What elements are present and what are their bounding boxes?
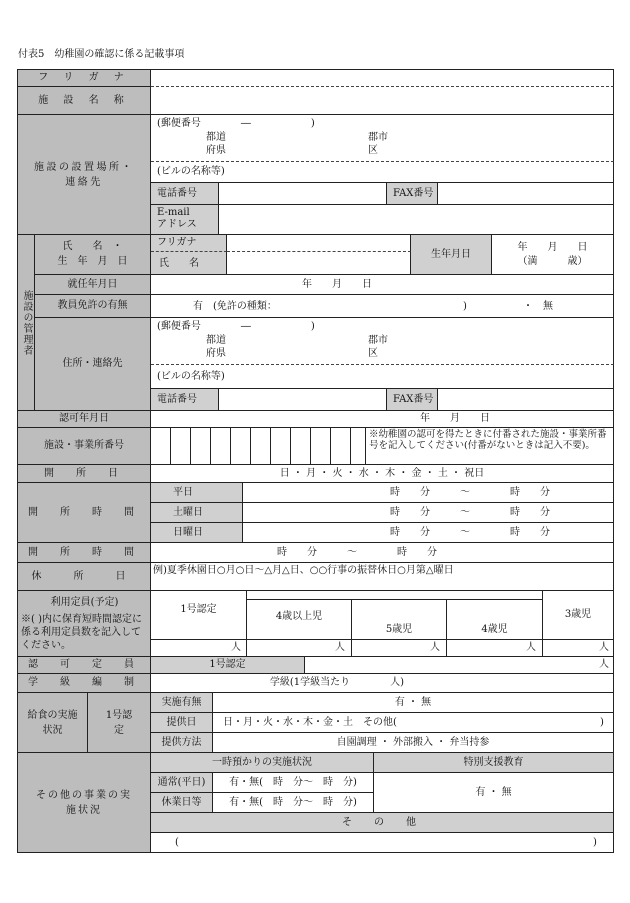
capacity-age4-header: 4歳児 [447, 620, 543, 640]
other-close-paren: ) [593, 837, 597, 848]
saturday-hours-field[interactable]: 時 分 ～ 時 分 [243, 503, 614, 523]
teacher-license-field[interactable] [151, 295, 614, 318]
temp-care-header: 一時預かりの実施状況 [151, 753, 374, 773]
city-label-1: 郡市 [368, 132, 388, 143]
manager-name-birth-label [35, 235, 151, 275]
manager-name-label-line2: 生 年 月 日 [57, 256, 128, 267]
open-hours-2-field[interactable]: 時 分 ～ 時 分 [151, 543, 614, 563]
capacity-type1-value[interactable]: 人 [151, 640, 247, 657]
tel-field[interactable] [219, 183, 387, 205]
fax-label: FAX番号 [387, 183, 438, 205]
licensed-capacity-label: 認 可 定 員 [18, 657, 151, 674]
fax-field[interactable] [438, 183, 614, 205]
birth-date-field[interactable] [492, 235, 614, 275]
special-support-field[interactable]: 有 ・ 無 [374, 773, 614, 813]
digit-box [190, 428, 211, 464]
holiday-care-field[interactable]: 有・無( 時 分～ 時 分) [213, 793, 374, 813]
meal-method-label: 提供方法 [151, 733, 213, 753]
postal-code-label: (郵便番号 ― ) [157, 118, 315, 129]
meal-provided-label: 実施有無 [151, 693, 213, 713]
special-support-header: 特別支援教育 [374, 753, 614, 773]
manager-name-label-line1: 氏 名 ・ [62, 241, 123, 252]
other-header: そ の 他 [151, 813, 614, 833]
capacity-age3-value[interactable]: 人 [543, 640, 614, 657]
manager-building-field[interactable] [151, 365, 614, 389]
meal-method-field[interactable]: 自園調理 ・ 外部搬入 ・ 弁当持参 [213, 733, 614, 753]
teacher-license-label: 教員免許の有無 [35, 295, 151, 318]
class-organization-label: 学 級 編 制 [18, 674, 151, 693]
appointment-date-field[interactable]: 年 月 日 [151, 275, 614, 295]
facility-address-label: 施設の設置場所・連絡先 [18, 115, 151, 235]
meal-days-label: 提供日 [151, 713, 213, 733]
meal-provided-field[interactable]: 有 ・ 無 [213, 693, 614, 713]
manager-city-1: 郡市 [368, 335, 388, 346]
prefecture-label-1: 都道 [206, 132, 226, 143]
birth-date-label: 生年月日 [411, 235, 492, 275]
open-hours-2-label: 開 所 時 間 [18, 543, 151, 563]
capacity-age3-header: 3歳児 [543, 591, 614, 640]
facility-name-label: 施 設 名 称 [18, 87, 151, 115]
capacity-age5-header: 5歳児 [352, 620, 447, 640]
building-label: (ビルの名称等) [157, 166, 225, 177]
facility-number-field[interactable] [151, 428, 366, 465]
manager-tel-field[interactable] [219, 389, 387, 411]
closed-days-label: 休 所 日 [18, 563, 151, 591]
capacity-note: ※( )内に保育短時間認定に係る利用定員数を記入してください。 [21, 614, 142, 651]
appointment-date-label: 就任年月日 [35, 275, 151, 295]
prefecture-label-2: 府県 [206, 145, 226, 156]
weekday-label: 平日 [151, 483, 243, 503]
meal-days-close: ) [600, 717, 604, 728]
manager-postal-label: (郵便番号 ― ) [157, 321, 315, 332]
weekday-care-field[interactable]: 有・無( 時 分～ 時 分) [213, 773, 374, 793]
license-close-paren: ) [463, 301, 467, 312]
digit-box [270, 428, 291, 464]
capacity-over4-value[interactable]: 人 [247, 640, 352, 657]
meal-days-field[interactable] [213, 713, 614, 733]
open-hours-label: 開 所 時 間 [18, 483, 151, 543]
closed-days-field[interactable]: 例)夏季休園日○月○日～△月△日、○○行事の振替休日○月第△曜日 [151, 563, 614, 591]
manager-name-field[interactable] [227, 252, 411, 275]
saturday-label: 土曜日 [151, 503, 243, 523]
manager-city-2: 区 [368, 348, 378, 359]
age-value: （満 歳） [517, 255, 588, 267]
manager-name-label: 氏 名 [151, 252, 227, 275]
sunday-label: 日曜日 [151, 523, 243, 543]
capacity-over4-header: 4歳以上児 [247, 600, 352, 640]
facility-number-label: 施設・事業所番号 [18, 428, 151, 465]
capacity-label: 利用定員(予定) [50, 597, 119, 608]
digit-box [290, 428, 311, 464]
meal-type1-label: 1号認定 [88, 693, 151, 753]
digit-box [210, 428, 231, 464]
license-yes-text: 有 (免許の種類： [193, 301, 277, 312]
tel-label: 電話番号 [151, 183, 219, 205]
capacity-type1-header: 1号認定 [151, 591, 247, 640]
furigana-label: フ リ ガ ナ [18, 70, 151, 87]
licensed-capacity-field[interactable]: 人 [305, 657, 614, 674]
open-days-field[interactable]: 日 ・ 月 ・ 火 ・ 水 ・ 木 ・ 金 ・ 土 ・ 祝日 [151, 465, 614, 483]
facility-furigana-field[interactable] [151, 70, 614, 87]
meal-service-label: 給食の実施状況 [18, 693, 88, 753]
capacity-age5-header-top [352, 600, 447, 620]
other-business-label: その他の事業の実施状況 [18, 753, 151, 853]
email-label: E-mail アドレス [151, 205, 219, 235]
manager-address-field[interactable] [151, 318, 614, 365]
digit-box [310, 428, 331, 464]
capacity-age5-value[interactable]: 人 [352, 640, 447, 657]
digit-box [230, 428, 251, 464]
meal-days-value: 日・月・火・水・木・金・土 その他( [223, 717, 397, 728]
digit-box [170, 428, 191, 464]
manager-furigana-field[interactable] [227, 235, 411, 252]
manager-prefecture-2: 府県 [206, 348, 226, 359]
manager-section-label [18, 235, 35, 411]
capacity-age4-header-top [447, 600, 543, 620]
manager-section-text: 施設の管理者 [21, 289, 32, 356]
digit-box [250, 428, 271, 464]
sunday-hours-field[interactable]: 時 分 ～ 時 分 [243, 523, 614, 543]
capacity-blank-header [247, 591, 543, 600]
manager-tel-label: 電話番号 [151, 389, 219, 411]
weekday-care-label: 通常(平日) [151, 773, 213, 793]
birth-date-value: 年 月 日 [517, 241, 588, 253]
facility-address-field[interactable] [151, 115, 614, 162]
license-no-text: ・ 無 [523, 301, 553, 312]
facility-building-field[interactable] [151, 162, 614, 183]
manager-address-label: 住所・連絡先 [35, 318, 151, 411]
class-organization-field[interactable]: 学級(1学級当たり 人) [151, 674, 614, 693]
document-title: 付表5 幼稚園の確認に係る記載事項 [18, 49, 185, 60]
approval-date-field[interactable]: 年 月 日 [151, 411, 614, 428]
manager-furigana-label: フリガナ [151, 235, 227, 252]
licensed-capacity-type1: 1号認定 [151, 657, 305, 674]
manager-fax-field[interactable] [438, 389, 614, 411]
manager-prefecture-1: 都道 [206, 335, 226, 346]
other-open-paren: ( [175, 837, 179, 848]
capacity-label-cell [18, 591, 151, 657]
confirmation-form [17, 69, 614, 853]
capacity-age4-value[interactable]: 人 [447, 640, 543, 657]
manager-fax-label: FAX番号 [387, 389, 438, 411]
city-label-2: 区 [368, 145, 378, 156]
holiday-care-label: 休業日等 [151, 793, 213, 813]
email-field[interactable] [219, 205, 614, 235]
digit-box [330, 428, 351, 464]
approval-date-label: 認可年月日 [18, 411, 151, 428]
facility-name-field[interactable] [151, 87, 614, 115]
open-days-label: 開 所 日 [18, 465, 151, 483]
other-field[interactable] [151, 833, 614, 853]
digit-box [151, 428, 171, 464]
weekday-hours-field[interactable]: 時 分 ～ 時 分 [243, 483, 614, 503]
manager-building-label: (ビルの名称等) [157, 371, 225, 382]
facility-number-note: ※幼稚園の認可を得たときに付番された施設・事業所番号を記入してください(付番がないときは記入不要)。 [366, 428, 614, 465]
